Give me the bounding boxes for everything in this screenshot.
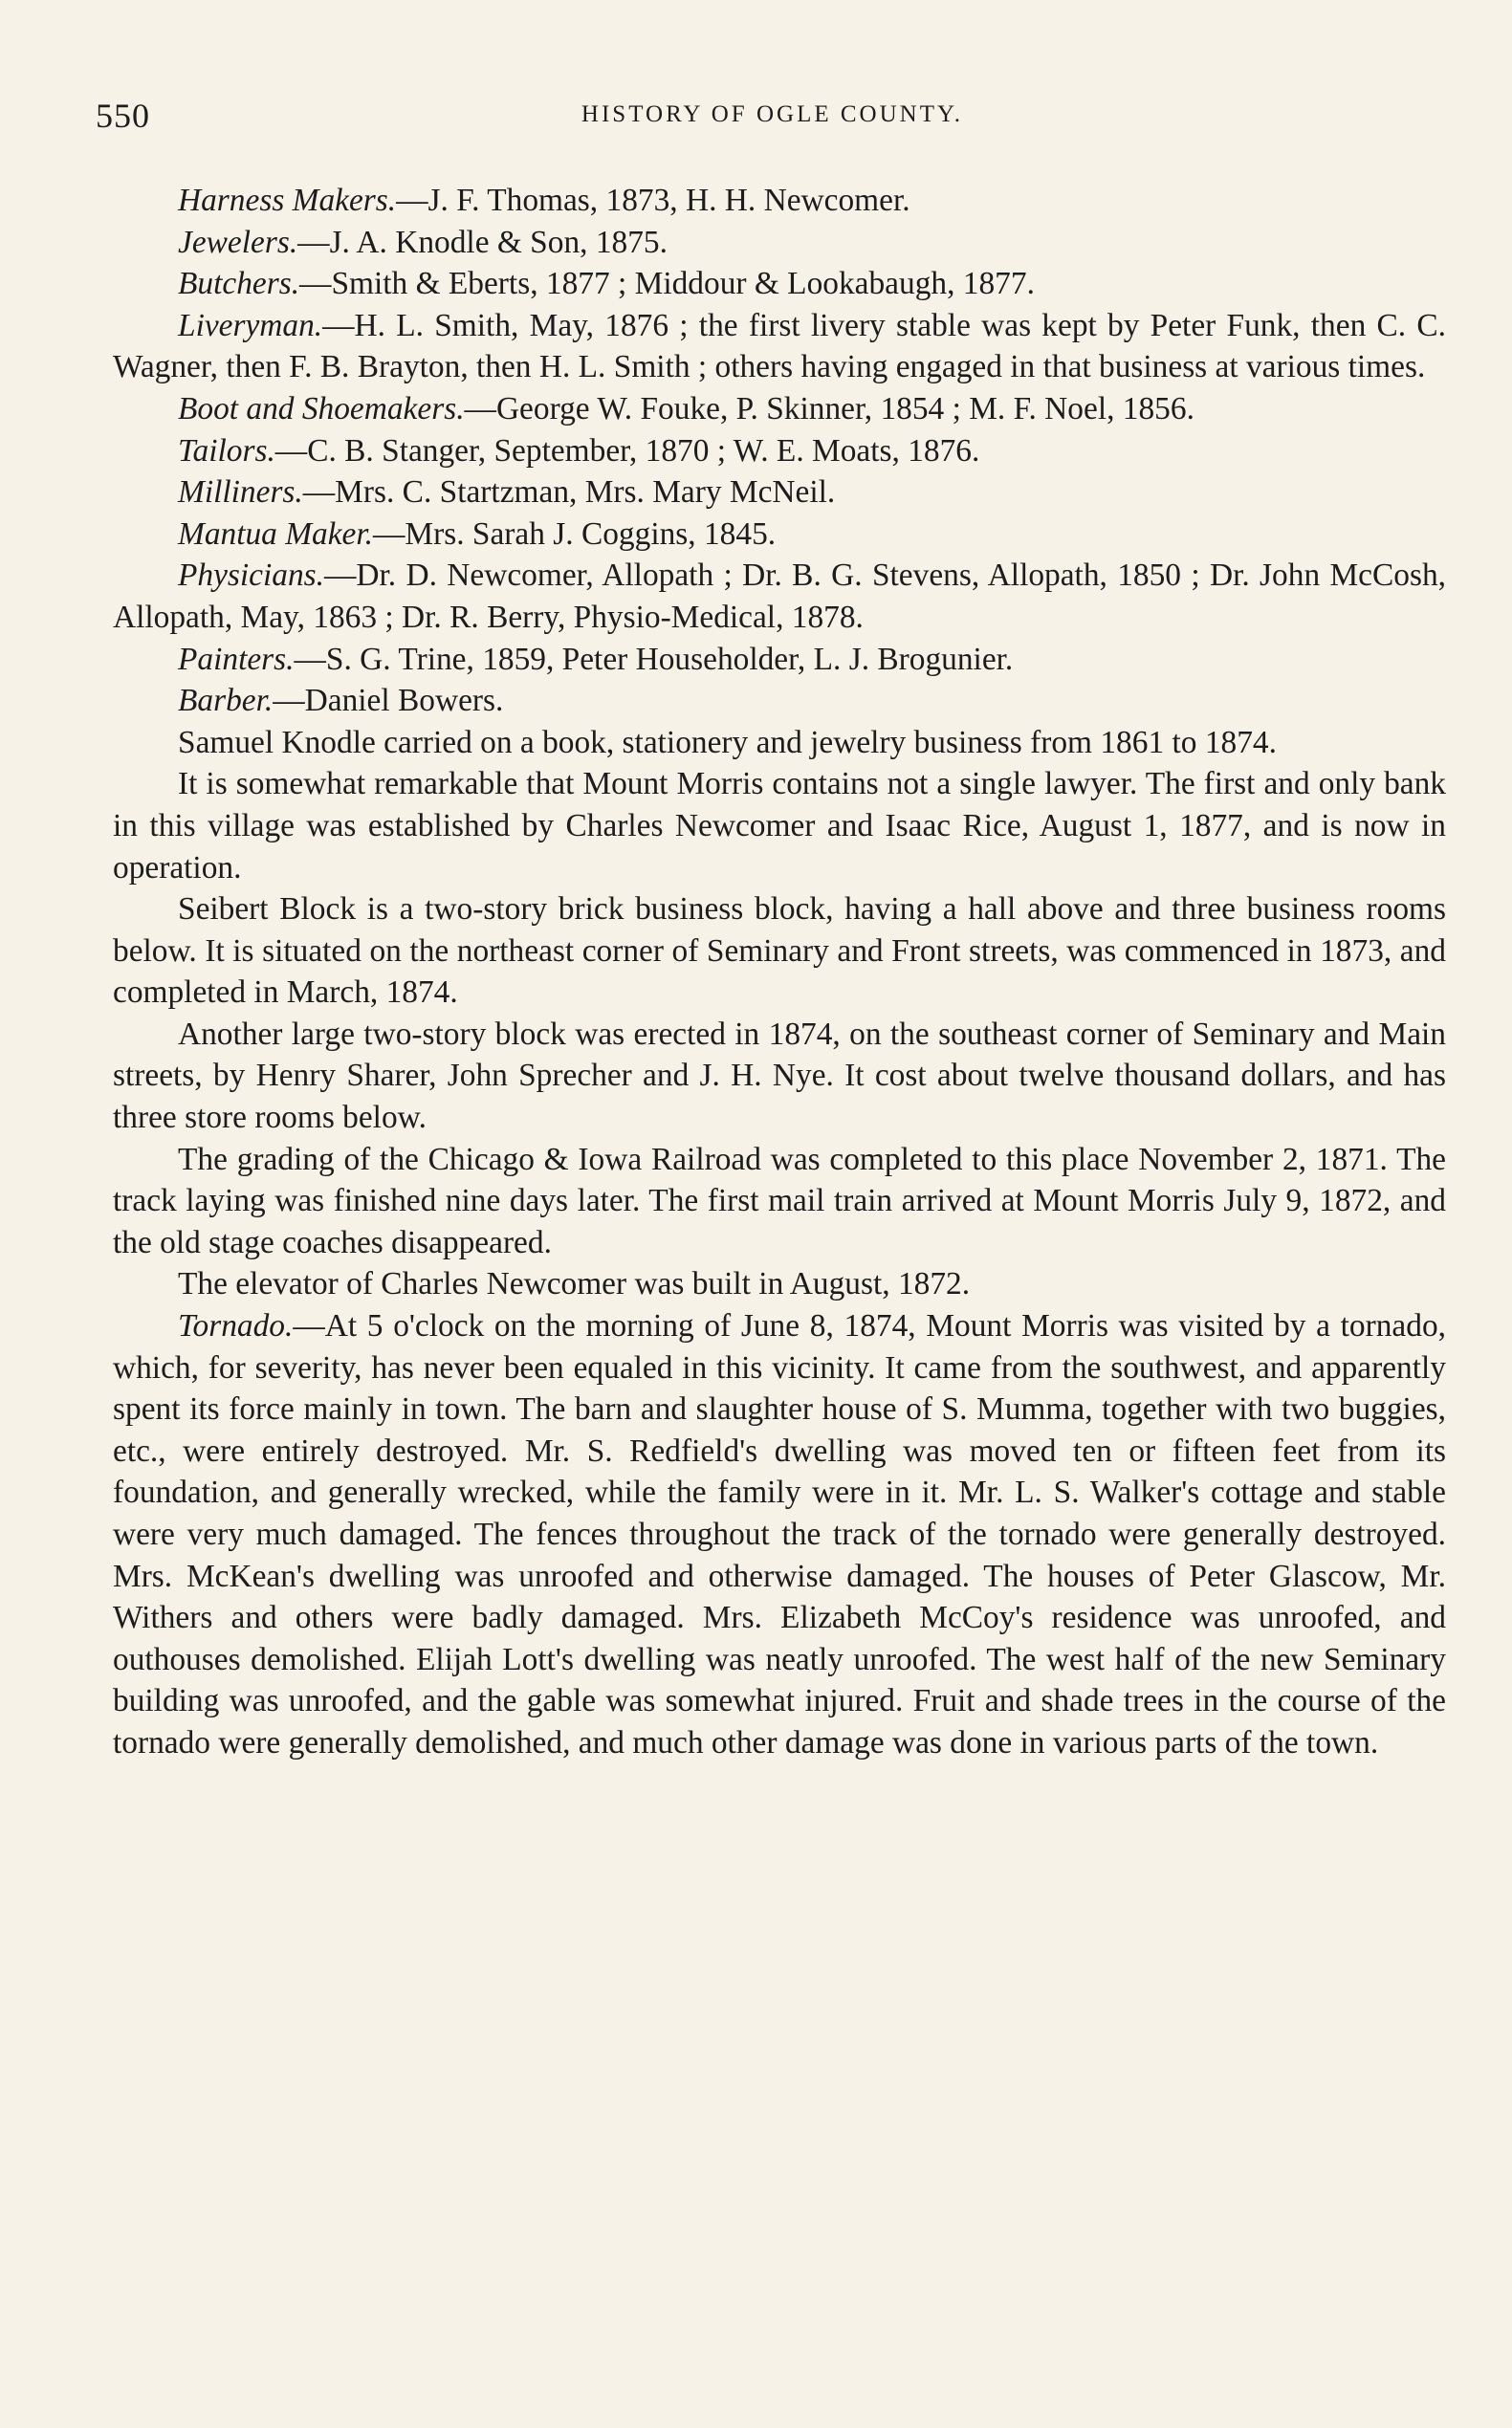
paragraph-text: —Daniel Bowers. bbox=[273, 683, 504, 719]
paragraph-text: —S. G. Trine, 1859, Peter Householder, L. J. Brogunier. bbox=[294, 641, 1014, 677]
paragraph-elevator bbox=[113, 1263, 1446, 1305]
paragraph-text: —Mrs. C. Startzman, Mrs. Mary McNeil. bbox=[302, 474, 836, 511]
paragraph-physicians bbox=[113, 555, 1446, 638]
paragraph-samuel-knodle bbox=[113, 722, 1446, 764]
paragraph-seibert-block bbox=[113, 888, 1446, 1014]
paragraph-text: —Smith & Eberts, 1877 ; Middour & Lookabaugh, 1877. bbox=[299, 266, 1035, 302]
paragraph-text: Another large two-story block was erected in 1874, on the southeast corner of Seminary and Main streets, by Henry Sharer, John Sprecher and J. H. Nye. It cost about twelve thousand dollars, and has three store rooms below. bbox=[113, 1016, 1446, 1136]
paragraph-barber bbox=[113, 680, 1446, 722]
paragraph-railroad bbox=[113, 1139, 1446, 1264]
paragraph-lead: Physicians. bbox=[178, 558, 325, 594]
paragraph-lead: Mantua Maker. bbox=[178, 515, 374, 552]
paragraph-liveryman bbox=[113, 305, 1446, 388]
paragraph-painters bbox=[113, 639, 1446, 681]
page-number: 550 bbox=[96, 97, 150, 135]
running-head: HISTORY OF OGLE COUNTY. bbox=[581, 101, 964, 127]
body-text bbox=[113, 180, 1446, 1764]
paragraph-butchers bbox=[113, 263, 1446, 305]
paragraph-text: —H. L. Smith, May, 1876 ; the first livery stable was kept by Peter Funk, then C. C. Wagner, then F. B. Brayton, then H. L. Smith ; others having engaged in that business at various times. bbox=[113, 307, 1446, 385]
paragraph-text: Samuel Knodle carried on a book, stationery and jewelry business from 1861 to 1874. bbox=[178, 724, 1277, 760]
paragraph-lead: Liveryman. bbox=[178, 307, 323, 343]
paragraph-lead: Barber. bbox=[178, 683, 274, 719]
paragraph-lead: Harness Makers. bbox=[178, 183, 397, 218]
paragraph-lead: Butchers. bbox=[178, 266, 300, 302]
paragraph-text: —At 5 o'clock on the morning of June 8, 1874, Mount Morris was visited by a tornado, which, for severity, has never been equaled in this vicinity. It came from the southwest, and apparently spent its force mainly in town. The barn and slaughter house of S. Mumma, together with two buggies, etc., were entirely destroyed. Mr. S. Redfield's dwelling was moved ten or fifteen feet from its foundation, and generally wrecked, while the family were in it. Mr. L. S. Walker's cottage and stable were very much damaged. The fences throughout the track of the tornado were generally destroyed. Mrs. McKean's dwelling was unroofed and otherwise damaged. The houses of Peter Glascow, Mr. Withers and others were badly damaged. Mrs. Elizabeth McCoy's residence was unroofed, and outhouses demolished. Elijah Lott's dwelling was neatly unroofed. The west half of the new Seminary building was unroofed, and the gable was somewhat injured. Fruit and shade trees in the course of the tornado were generally demolished, and much other damage was done in various parts of the town. bbox=[113, 1308, 1446, 1761]
paragraph-text: —Mrs. Sarah J. Coggins, 1845. bbox=[373, 515, 777, 552]
paragraph-mantua-maker bbox=[113, 514, 1446, 556]
paragraph-text: —J. F. Thomas, 1873, H. H. Newcomer. bbox=[396, 183, 910, 218]
paragraph-tornado bbox=[113, 1305, 1446, 1764]
paragraph-boot-shoemakers bbox=[113, 388, 1446, 430]
paragraph-lead: Tailors. bbox=[178, 432, 275, 469]
paragraph-southeast-block bbox=[113, 1014, 1446, 1139]
paragraph-lawyer-bank bbox=[113, 763, 1446, 888]
paragraph-harness-makers bbox=[113, 180, 1446, 222]
paragraph-lead: Jewelers. bbox=[178, 224, 298, 260]
paragraph-text: —J. A. Knodle & Son, 1875. bbox=[297, 224, 668, 260]
paragraph-lead: Milliners. bbox=[178, 474, 303, 511]
paragraph-text: —C. B. Stanger, September, 1870 ; W. E. Moats, 1876. bbox=[274, 432, 980, 469]
paragraph-milliners bbox=[113, 471, 1446, 514]
paragraph-text: Seibert Block is a two-story brick business block, having a hall above and three business rooms below. It is situated on the northeast corner of Seminary and Front streets, was commenced in 1873, and completed in March, 1874. bbox=[113, 891, 1446, 1011]
paragraph-lead: Tornado. bbox=[178, 1308, 294, 1345]
paragraph-lead: Boot and Shoemakers. bbox=[178, 390, 465, 427]
paragraph-jewelers bbox=[113, 222, 1446, 264]
paragraph-text: It is somewhat remarkable that Mount Morris contains not a single lawyer. The first and only bank in this village was established by Charles Newcomer and Isaac Rice, August 1, 1877, and is now in operation. bbox=[113, 766, 1446, 886]
paragraph-text: —Dr. D. Newcomer, Allopath ; Dr. B. G. Stevens, Allopath, 1850 ; Dr. John McCosh, Allopath, May, 1863 ; Dr. R. Berry, Physio-Medical, 1878. bbox=[113, 558, 1446, 635]
paragraph-tailors bbox=[113, 430, 1446, 472]
paragraph-text: —George W. Fouke, P. Skinner, 1854 ; M. F. Noel, 1856. bbox=[464, 390, 1194, 427]
paragraph-text: The elevator of Charles Newcomer was built in August, 1872. bbox=[178, 1266, 971, 1302]
paragraph-text: The grading of the Chicago & Iowa Railroad was completed to this place November 2, 1871. The track laying was finished nine days later. The first mail train arrived at Mount Morris July 9, 1872, and the old stage coaches disappeared. bbox=[113, 1141, 1446, 1260]
paragraph-lead: Painters. bbox=[178, 641, 295, 677]
page-header bbox=[96, 96, 1449, 143]
